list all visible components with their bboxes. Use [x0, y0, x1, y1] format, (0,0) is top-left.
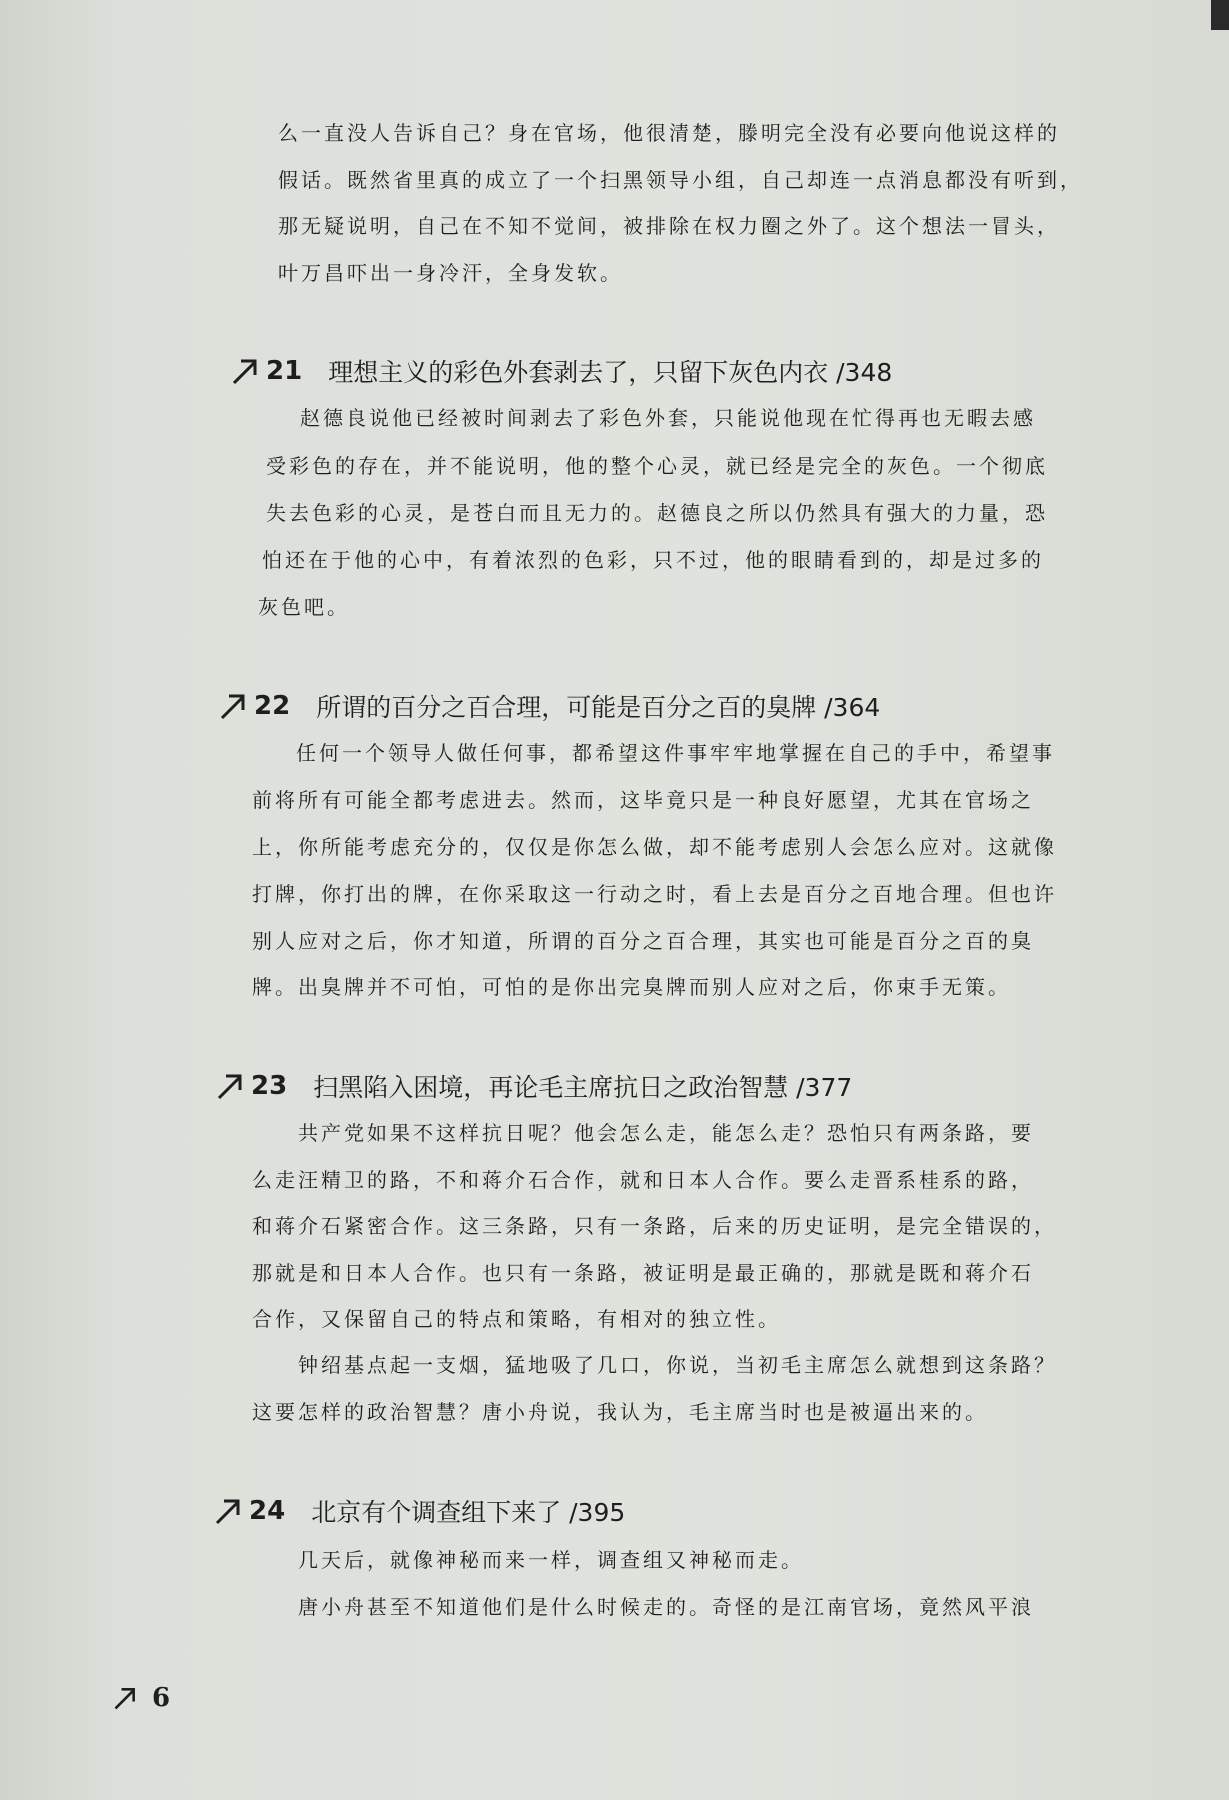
section-number: 23: [251, 1071, 288, 1101]
body-line: 灰色吧。: [258, 595, 350, 619]
body-line: 前将所有可能全都考虑进去。然而，这毕竟只是一种良好愿望，尤其在官场之: [252, 788, 1034, 812]
body-line: 那就是和日本人合作。也只有一条路，被证明是最正确的，那就是既和蒋介石: [252, 1261, 1034, 1285]
page-number: 6: [152, 1683, 171, 1713]
body-line: 这要怎样的政治智慧？唐小舟说，我认为，毛主席当时也是被逼出来的。: [252, 1400, 988, 1424]
arrow-up-right-icon: [213, 1496, 243, 1526]
arrow-up-right-icon: [215, 1071, 245, 1101]
section-title: 理想主义的彩色外套剥去了，只留下灰色内衣 /348: [328, 358, 893, 387]
intro-line: 么一直没人告诉自己？身在官场，他很清楚，滕明完全没有必要向他说这样的: [278, 121, 1060, 145]
body-line: 受彩色的存在，并不能说明，他的整个心灵，就已经是完全的灰色。一个彻底: [266, 454, 1048, 478]
section-number: 22: [254, 691, 291, 721]
section-heading: [218, 688, 880, 724]
section-heading: [213, 1493, 625, 1529]
body-line: 上，你所能考虑充分的，仅仅是你怎么做，却不能考虑别人会怎么应对。这就像: [252, 835, 1057, 859]
arrow-up-right-icon: [230, 356, 260, 386]
intro-line: 假话。既然省里真的成立了一个扫黑领导小组，自己却连一点消息都没有听到，: [278, 168, 1083, 192]
body-line: 怕还在于他的心中，有着浓烈的色彩，只不过，他的眼睛看到的，却是过多的: [262, 548, 1044, 572]
arrow-up-right-icon: [218, 691, 248, 721]
page-edge: [1211, 0, 1229, 30]
body-line: 失去色彩的心灵，是苍白而且无力的。赵德良之所以仍然具有强大的力量，恐: [266, 501, 1048, 525]
section-title: 北京有个调查组下来了 /395: [311, 1498, 626, 1527]
body-line: 几天后，就像神秘而来一样，调查组又神秘而走。: [298, 1548, 804, 1572]
section-title: 扫黑陷入困境，再论毛主席抗日之政治智慧 /377: [313, 1073, 853, 1102]
body-line: 钟绍基点起一支烟，猛地吸了几口，你说，当初毛主席怎么就想到这条路？: [298, 1353, 1057, 1377]
section-heading: [230, 353, 892, 389]
section-heading: [215, 1068, 852, 1104]
body-line: 和蒋介石紧密合作。这三条路，只有一条路，后来的历史证明，是完全错误的，: [252, 1214, 1057, 1238]
body-line: 合作，又保留自己的特点和策略，有相对的独立性。: [252, 1307, 781, 1331]
section-number: 24: [249, 1496, 286, 1526]
arrow-up-right-icon: [112, 1685, 138, 1711]
section-number: 21: [266, 356, 303, 386]
body-line: 别人应对之后，你才知道，所谓的百分之百合理，其实也可能是百分之百的臭: [252, 929, 1034, 953]
body-line: 打牌，你打出的牌，在你采取这一行动之时，看上去是百分之百地合理。但也许: [252, 882, 1057, 906]
body-line: 赵德良说他已经被时间剥去了彩色外套，只能说他现在忙得再也无暇去感: [300, 406, 1036, 430]
body-line: 牌。出臭牌并不可怕，可怕的是你出完臭牌而别人应对之后，你束手无策。: [252, 975, 1011, 999]
body-line: 唐小舟甚至不知道他们是什么时候走的。奇怪的是江南官场，竟然风平浪: [298, 1595, 1034, 1619]
intro-line: 叶万昌吓出一身冷汗，全身发软。: [278, 261, 623, 285]
body-line: 共产党如果不这样抗日呢？他会怎么走，能怎么走？恐怕只有两条路，要: [298, 1121, 1034, 1145]
body-line: 任何一个领导人做任何事，都希望这件事牢牢地掌握在自己的手中，希望事: [296, 741, 1055, 765]
body-line: 么走汪精卫的路，不和蒋介石合作，就和日本人合作。要么走晋系桂系的路，: [252, 1168, 1034, 1192]
page-footer: [112, 1683, 170, 1713]
intro-line: 那无疑说明，自己在不知不觉间，被排除在权力圈之外了。这个想法一冒头，: [278, 214, 1060, 238]
section-title: 所谓的百分之百合理，可能是百分之百的臭牌 /364: [316, 693, 881, 722]
